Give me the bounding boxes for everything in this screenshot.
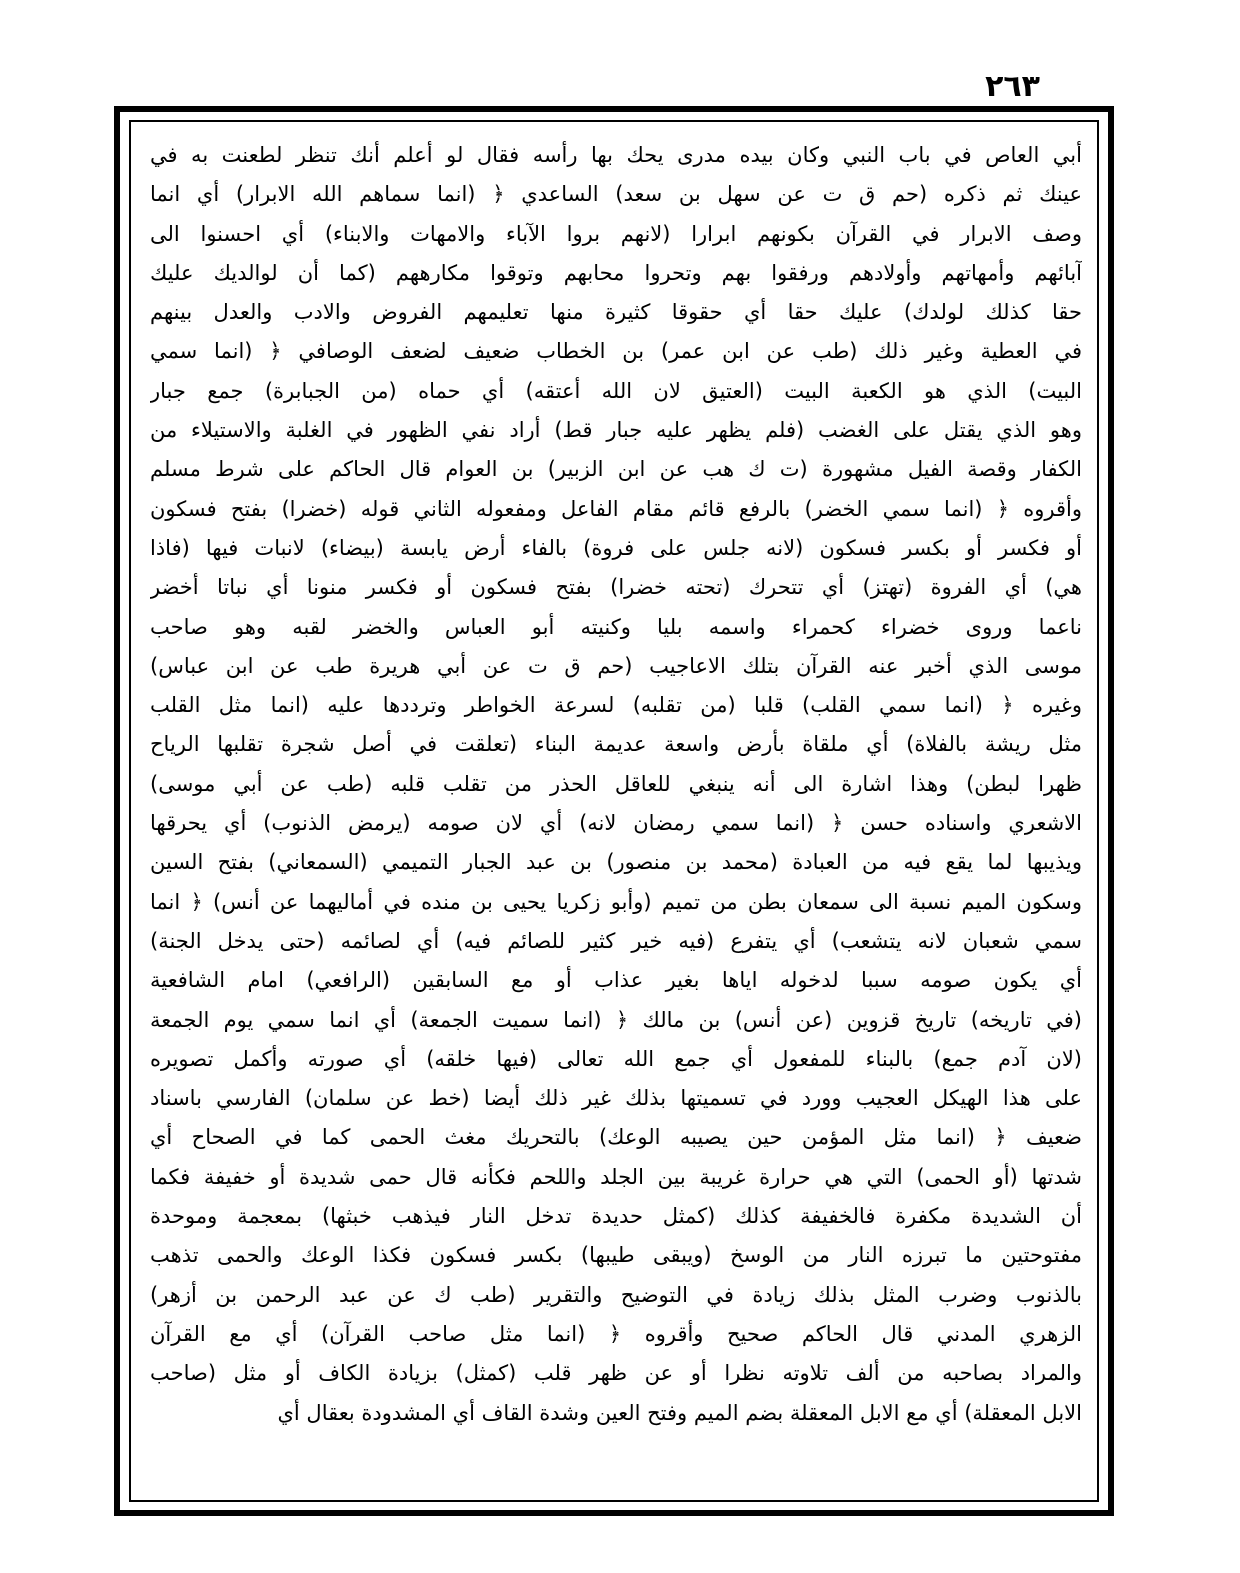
text-line: شدتها (أو الحمى) التي هي حرارة غريبة بين الجلد واللحم فكأنه قال حمى شديدة أو خفيفة فكما [150,1164,1082,1189]
text-line: أو فكسر أو بكسر فسكون (لانه جلس على فروة) بالفاء أرض يابسة (بيضاء) لانبات فيها (فاذا [150,535,1082,560]
text-line: بالذنوب وضرب المثل بذلك زيادة في التوضيح والتقرير (طب ك عن عبد الرحمن بن أزهر) [150,1282,1082,1307]
text-line: حقا كذلك لولدك) عليك حقا أي حقوقا كثيرة منها تعليمهم الفروض والادب والعدل بينهم [150,300,1082,325]
text-line: أي يكون صومه سببا لدخوله اياها بغير عذاب أو مع السابقين (الرافعي) امام الشافعية [150,968,1082,993]
text-line: (في تاريخه) تاريخ قزوين (عن أنس) بن مالك ﴿ (انما سميت الجمعة) أي انما سمي يوم الجمعة [150,1007,1082,1032]
text-line: الاشعري واسناده حسن ﴿ (انما سمي رمضان لانه) أي لان صومه (يرمض الذنوب) أي يحرقها [150,811,1082,836]
text-line: أن الشديدة مكفرة فالخفيفة كذلك (كمثل حديدة تدخل النار فيذهب خبثها) بمعجمة وموحدة [150,1204,1082,1229]
text-line: البيت) الذي هو الكعبة البيت (العتيق لان الله أعتقه) أي حماه (من الجبابرة) جمع جبار [150,378,1082,403]
body-text [150,136,1082,1433]
text-line: مفتوحتين ما تبرزه النار من الوسخ (ويبقى طيبها) بكسر فسكون فكذا الوعك والحمى تذهب [150,1243,1082,1268]
text-line: وأقروه ﴿ (انما سمي الخضر) بالرفع قائم مقام الفاعل ومفعوله الثاني قوله (خضرا) بفتح فسكون [150,496,1082,521]
text-line: الزهري المدني قال الحاكم صحيح وأقروه ﴿ (انما مثل صاحب القرآن) أي مع القرآن [150,1321,1082,1346]
text-line: عينك ثم ذكره (حم ق ت عن سهل بن سعد) الساعدي ﴿ (انما سماهم الله الابرار) أي انما [150,182,1082,207]
text-line: موسى الذي أخبر عنه القرآن بتلك الاعاجيب (حم ق ت عن أبي هريرة طب عن ابن عباس) [150,653,1082,678]
text-line: وغيره ﴿ (انما سمي القلب) قلبا (من تقلبه) لسرعة الخواطر وترددها عليه (انما مثل القلب [150,693,1082,718]
text-line: والمراد بصاحبه من ألف تلاوته نظرا أو عن ظهر قلب (كمثل) بزيادة الكاف أو مثل (صاحب [150,1361,1082,1386]
text-line: مثل ريشة بالفلاة) أي ملقاة بأرض واسعة عديمة البناء (تعلقت في أصل شجرة تقلبها الرياح [150,732,1082,757]
text-line: سمي شعبان لانه يتشعب) أي يتفرع (فيه خير كثير للصائم فيه) أي لصائمه (حتى يدخل الجنة) [150,928,1082,953]
text-line: آبائهم وأمهاتهم وأولادهم ورفقوا بهم وتحروا محابهم وتوقوا مكارههم (كما أن لوالديك عليك [150,260,1082,285]
text-line: هي) أي الفروة (تهتز) أي تتحرك (تحته خضرا) بفتح فسكون أو فكسر منونا أي نباتا أخضر [150,575,1082,600]
text-line: أبي العاص في باب النبي وكان بيده مدرى يحك بها رأسه فقال لو أعلم أنك تنظر لطعنت به في [150,143,1082,167]
text-line: وصف الابرار في القرآن بكونهم ابرارا (لانهم بروا الآباء والامهات والابناء) أي احسنوا الى [150,221,1082,246]
page-number: ٢٦٣ [985,69,1040,104]
text-line: وهو الذي يقتل على الغضب (فلم يظهر عليه جبار قط) أراد نفي الظهور في الغلبة والاستيلاء من [150,418,1082,443]
text-line: (لان آدم جمع) بالبناء للمفعول أي جمع الله تعالى (فيها خلقه) أي صورته وأكمل تصويره [150,1046,1082,1071]
text-line: الابل المعقلة) أي مع الابل المعقلة بضم الميم وفتح العين وشدة القاف أي المشدودة بعقال أي [277,1400,1082,1425]
text-line: الكفار وقصة الفيل مشهورة (ت ك هب عن ابن الزبير) بن العوام قال الحاكم على شرط مسلم [150,457,1082,482]
text-line: في العطية وغير ذلك (طب عن ابن عمر) بن الخطاب ضعيف لضعف الوصافي ﴿ (انما سمي [150,339,1082,364]
text-line: ظهرا لبطن) وهذا اشارة الى أنه ينبغي للعاقل الحذر من تقلب قلبه (طب عن أبي موسى) [150,771,1082,796]
text-line: وسكون الميم نسبة الى سمعان بطن من تميم (وأبو زكريا يحيى بن منده في أماليهما عن أنس) ﴿ انما [150,889,1082,914]
text-line: ضعيف ﴿ (انما مثل المؤمن حين يصيبه الوعك) بالتحريك مغث الحمى كما في الصحاح أي [150,1125,1082,1150]
text-line: ويذيبها لما يقع فيه من العبادة (محمد بن منصور) بن عبد الجبار التميمي (السمعاني) بفتح السين [150,850,1082,875]
text-line: على هذا الهيكل العجيب وورد في تسميتها بذلك غير ذلك أيضا (خط عن سلمان) الفارسي باسناد [150,1086,1082,1111]
text-line: ناعما وروى خضراء كحمراء واسمه بليا وكنيته أبو العباس والخضر لقبه وهو صاحب [150,614,1082,639]
